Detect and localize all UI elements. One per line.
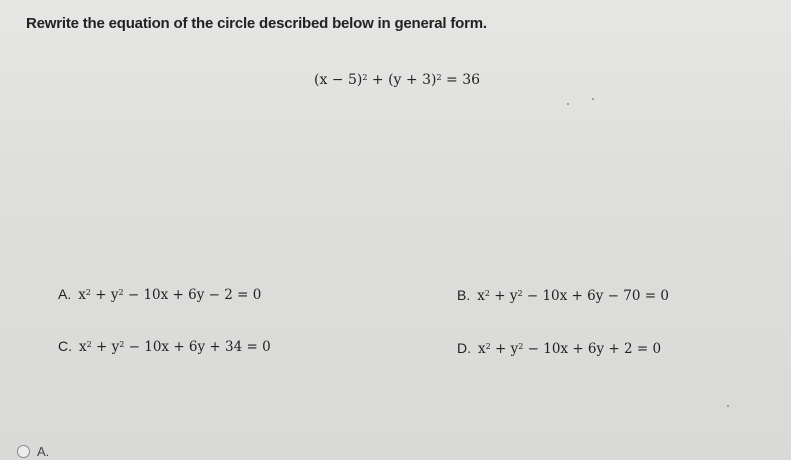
choice-x-term: x [79, 339, 87, 355]
equation-exponent-1: 2 [362, 73, 368, 82]
choice-rest: − 10x + 6y + 34 = 0 [124, 339, 271, 355]
equation-part-2: + (y + 3) [367, 72, 437, 88]
choice-rest: − 10x + 6y − 2 = 0 [123, 287, 262, 303]
choice-d [457, 340, 661, 357]
choice-y-exponent: 2 [518, 342, 524, 351]
choice-x-term: x [477, 288, 485, 304]
choice-equation [478, 341, 661, 357]
choice-equation [78, 287, 261, 303]
speck [567, 103, 569, 105]
choice-x-term: x [78, 287, 86, 303]
choice-equation [79, 339, 271, 355]
choice-rest: − 10x + 6y − 70 = 0 [522, 288, 669, 304]
choice-y-term: + y [489, 288, 518, 304]
question-instruction: Rewrite the equation of the circle described below in general form. [26, 15, 487, 32]
choice-x-exponent: 2 [485, 342, 491, 351]
choice-x-exponent: 2 [86, 340, 92, 349]
answer-option-a[interactable] [17, 444, 49, 459]
equation-part-1: (x − 5) [314, 72, 363, 88]
choice-letter: D. [457, 340, 471, 356]
speck [592, 98, 594, 100]
choice-b [457, 287, 669, 304]
choice-y-exponent: 2 [517, 289, 523, 298]
choice-a [58, 286, 261, 303]
speck [727, 405, 729, 407]
choice-y-term: + y [90, 287, 119, 303]
choice-y-term: + y [490, 341, 519, 357]
choice-c [58, 338, 271, 355]
answer-option-label[interactable]: A. [37, 444, 50, 459]
equation-exponent-2: 2 [436, 73, 442, 82]
circle-equation [314, 72, 480, 88]
choice-y-exponent: 2 [119, 340, 125, 349]
choice-letter: A. [58, 286, 72, 302]
choice-x-exponent: 2 [484, 289, 490, 298]
equation-part-3: = 36 [441, 72, 481, 88]
choice-x-term: x [478, 341, 486, 357]
radio-button[interactable] [17, 445, 30, 458]
choice-y-exponent: 2 [118, 288, 124, 297]
choice-x-exponent: 2 [85, 288, 91, 297]
choice-rest: − 10x + 6y + 2 = 0 [523, 341, 662, 357]
choice-equation [477, 288, 669, 304]
choice-y-term: + y [91, 339, 120, 355]
choice-letter: B. [457, 287, 471, 303]
choice-letter: C. [58, 338, 72, 354]
